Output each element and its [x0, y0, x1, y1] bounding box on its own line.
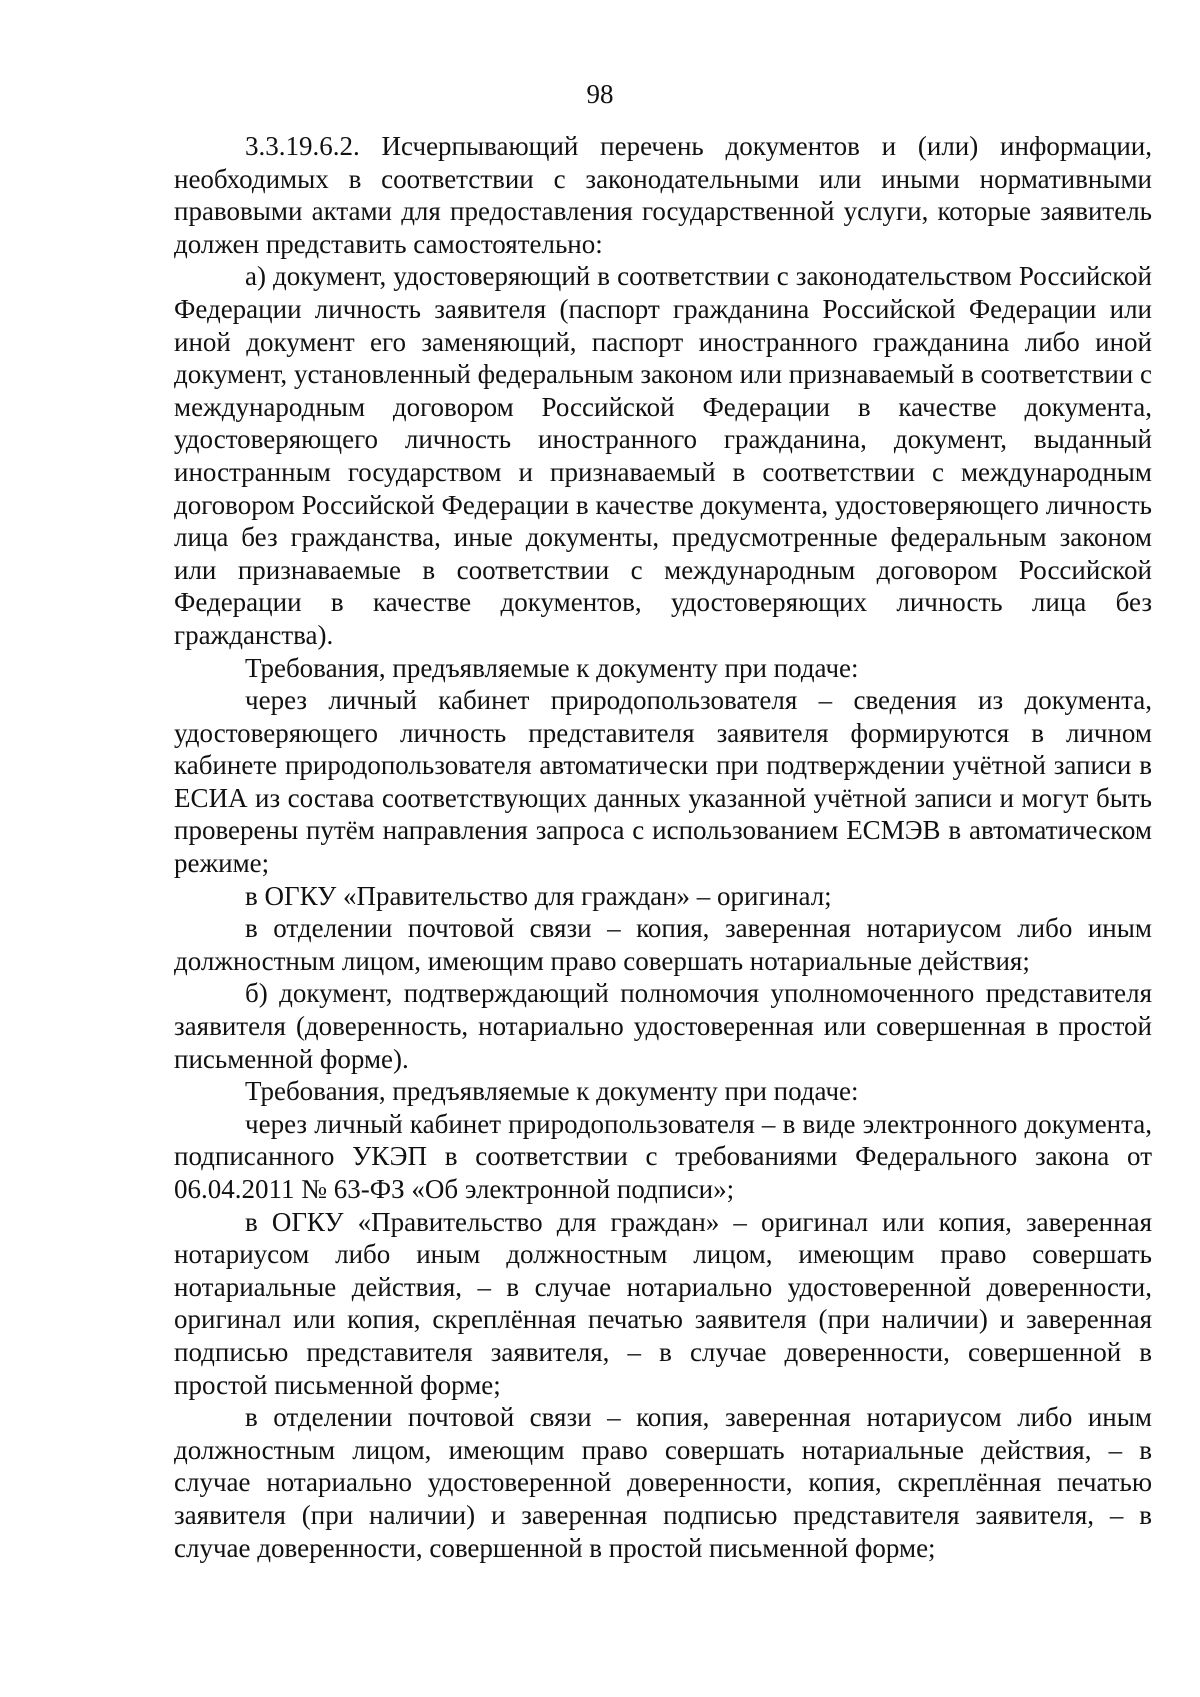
- paragraph-requirements-heading: Требования, предъявляемые к документу при подаче:: [245, 652, 859, 683]
- paragraph-personal-account-2: через личный кабинет природопользователя – в виде электронного документа, подписанного УКЭП в соответствии с требованиями Федерального закона от 06.04.2011 № 63-ФЗ «Об электронной подписи»;: [174, 1108, 1152, 1204]
- paragraph-requirements-heading-2: Требования, предъявляемые к документу при подаче:: [245, 1076, 859, 1107]
- paragraph-ogku-2: в ОГКУ «Правительство для граждан» – оригинал или копия, заверенная нотариусом либо иным должностным лицом, имеющим право совершать нотариальные действия, – в случае нотариально удостоверенной доверенности, оригинал или копия, скреплённая печатью заявителя (при наличии) и заверенная подписью представителя заявителя, – в случае доверенности, совершенной в простой письменной форме;: [174, 1206, 1152, 1400]
- paragraph-ogku: в ОГКУ «Правительство для граждан» – оригинал;: [245, 880, 832, 911]
- page-number: 98: [586, 79, 614, 109]
- paragraph-post-office-2: в отделении почтовой связи – копия, заверенная нотариусом либо иным должностным лицом, имеющим право совершать нотариальные действия, – в случае нотариально удостоверенной доверенности, копия, скреплённая печатью заявителя (при наличии) и заверенная подписью представителя заявителя, – в случае доверенности, совершенной в простой письменной форме;: [174, 1402, 1152, 1563]
- paragraph-personal-account: через личный кабинет природопользователя – сведения из документа, удостоверяющего личность представителя заявителя формируются в личном кабинете природопользователя автоматически при подтверждении учётной записи в ЕСИА из состава соответствующих данных указанной учётной записи и могут быть проверены путём направления запроса с использованием ЕСМЭВ в автоматическом режиме;: [174, 685, 1152, 879]
- paragraph-item-b: б) документ, подтверждающий полномочия уполномоченного представителя заявителя (доверенность, нотариально удостоверенная или совершенная в простой письменной форме).: [174, 978, 1152, 1074]
- paragraph-3-3-19-6-2: 3.3.19.6.2. Исчерпывающий перечень документов и (или) информации, необходимых в соответствии с законодательными или иными нормативными правовыми актами для предоставления государственной услуги, которые заявитель должен представить самостоятельно:: [174, 131, 1152, 259]
- paragraph-item-a: а) документ, удостоверяющий в соответствии с законодательством Российской Федерации личность заявителя (паспорт гражданина Российской Федерации или иной документ его заменяющий, паспорт иностранного гражданина либо иной документ, установленный федеральным законом или признаваемый в соответствии с международным договором Российской Федерации в качестве документа, удостоверяющего личность иностранного гражданина, документ, выданный иностранным государством и признаваемый в соответствии с международным договором Российской Федерации в качестве документа, удостоверяющего личность лица без гражданства, иные документы, предусмотренные федеральным законом или признаваемые в соответствии с международным договором Российской Федерации в качестве документов, удостоверяющих личность лица без гражданства).: [174, 261, 1152, 650]
- document-body: [174, 130, 1152, 1564]
- paragraph-post-office: в отделении почтовой связи – копия, заверенная нотариусом либо иным должностным лицом, имеющим право совершать нотариальные действия;: [174, 913, 1152, 976]
